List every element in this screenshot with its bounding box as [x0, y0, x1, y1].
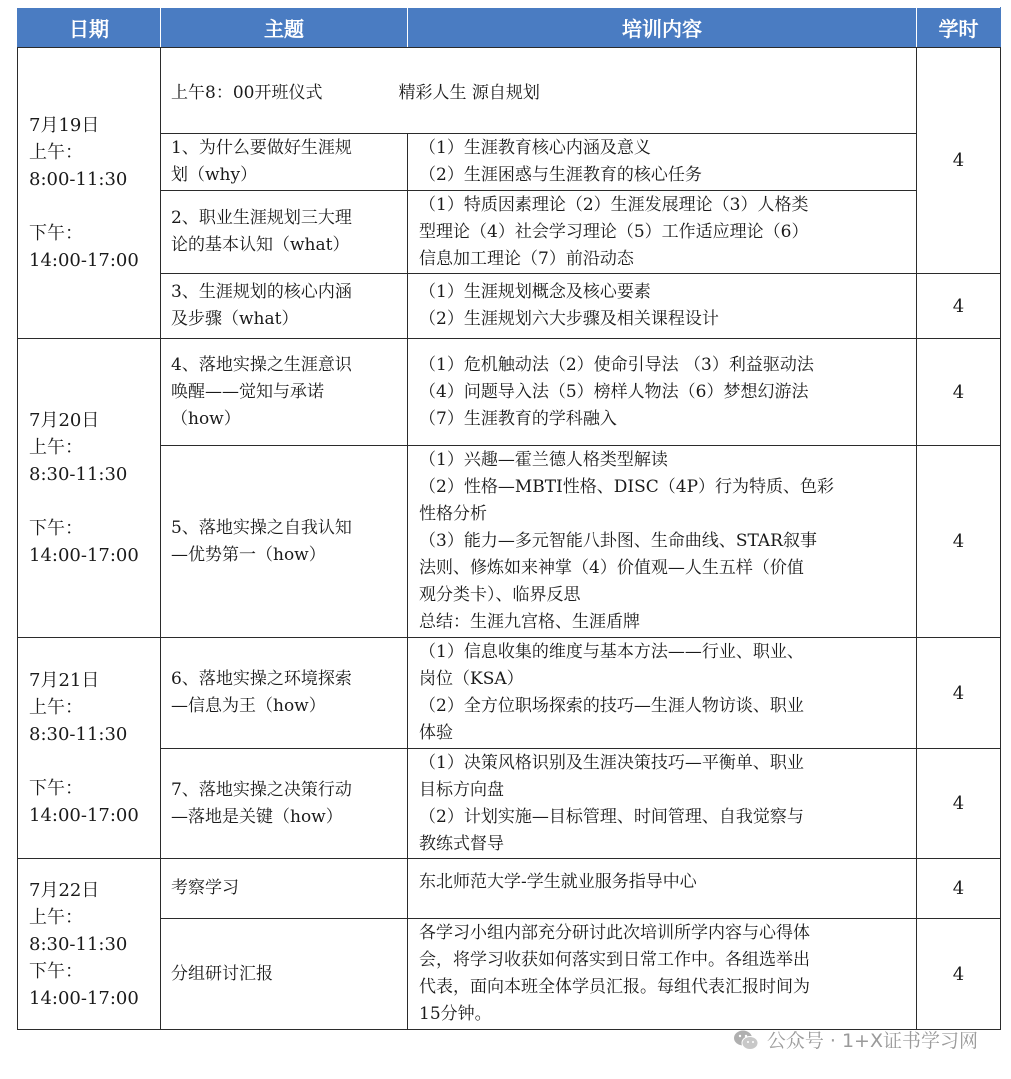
- content-cell: [408, 749, 917, 859]
- pm-time: 14:00-17:00: [29, 987, 139, 1009]
- content-line: 岗位（KSA）: [419, 669, 524, 689]
- topic-cell: [161, 191, 408, 274]
- topic-cell: [161, 638, 408, 749]
- header-date: 日期: [18, 8, 161, 48]
- content-cell: [408, 339, 917, 446]
- content-line: 观分类卡）、临界反思: [419, 585, 581, 605]
- pm-label: 下午：: [29, 223, 83, 244]
- content-cell: [408, 274, 917, 339]
- content-line: （1）危机触动法（2）使命引导法 （3）利益驱动法: [419, 354, 814, 375]
- date-text: 7月20日: [29, 410, 100, 431]
- content-line: （2）性格—MBTI性格、DISC（4P）行为特质、色彩: [419, 477, 835, 497]
- opening-ceremony-cell: [161, 48, 917, 134]
- content-cell: [408, 134, 917, 191]
- content-line: 目标方向盘: [419, 779, 504, 800]
- pm-label: 下午：: [29, 960, 83, 982]
- content-line: （1）生涯教育核心内涵及意义: [419, 138, 651, 158]
- date-cell-day4: [18, 859, 161, 1030]
- am-time: 8:30-11:30: [29, 464, 128, 485]
- content-line: 15分钟。: [419, 1004, 492, 1024]
- topic-cell: [161, 446, 408, 638]
- content-line: 会，将学习收获如何落实到日常工作中。各组选举出: [419, 950, 810, 970]
- table-row: [18, 919, 1001, 1030]
- content-line: 信息加工理论（7）前沿动态: [419, 248, 634, 269]
- content-line: 各学习小组内部充分研讨此次培训所学内容与心得体: [419, 923, 810, 943]
- content-cell: [408, 638, 917, 749]
- date-text: 7月19日: [29, 115, 100, 136]
- topic-line: —优势第一（how）: [171, 544, 326, 565]
- pm-time: 14:00-17:00: [29, 250, 139, 271]
- topic-line: 5、落地实操之自我认知: [171, 517, 352, 538]
- topic-line: 2、职业生涯规划三大理: [171, 208, 352, 228]
- header-topic: 主题: [161, 8, 408, 48]
- content-line: （2）计划实施—目标管理、时间管理、自我觉察与: [419, 806, 804, 827]
- topic-line: （how）: [171, 408, 241, 429]
- content-line: （4）问题导入法（5）榜样人物法（6）梦想幻游法: [419, 381, 809, 402]
- topic-cell: [161, 919, 408, 1030]
- header-hours: 学时: [917, 8, 1001, 48]
- content-cell: [408, 859, 917, 919]
- topic-line: 论的基本认知（what）: [171, 235, 350, 255]
- date-cell-day2: [18, 339, 161, 638]
- date-text: 7月22日: [29, 879, 100, 901]
- training-schedule-table: [17, 7, 1001, 1030]
- content-line: 教练式督导: [419, 833, 504, 854]
- hours-cell: 4: [917, 749, 1001, 859]
- table-row: [18, 191, 1001, 274]
- content-line: 代表，面向本班全体学员汇报。每组代表汇报时间为: [419, 977, 810, 997]
- table-row: [18, 749, 1001, 859]
- hours-cell: 4: [917, 859, 1001, 919]
- header-row: [18, 8, 1001, 48]
- topic-line: 7、落地实操之决策行动: [171, 779, 352, 800]
- header-content: 培训内容: [408, 8, 917, 48]
- date-cell-day3: [18, 638, 161, 859]
- hours-cell: 4: [917, 919, 1001, 1030]
- am-time: 8:00-11:30: [29, 169, 128, 190]
- content-line: 型理论（4）社会学习理论（5）工作适应理论（6）: [419, 221, 809, 242]
- pm-time: 14:00-17:00: [29, 805, 139, 826]
- topic-cell: [161, 749, 408, 859]
- am-label: 上午：: [29, 697, 83, 718]
- topic-line: —落地是关键（how）: [171, 806, 343, 827]
- content-line: （1）特质因素理论（2）生涯发展理论（3）人格类: [419, 194, 809, 215]
- content-line: 法则、修炼如来神掌（4）价值观—人生五样（价值: [419, 558, 804, 578]
- topic-cell: [161, 274, 408, 339]
- content-line: （2）生涯困惑与生涯教育的核心任务: [419, 165, 702, 185]
- content-line: 体验: [419, 723, 453, 743]
- content-line: （1）兴趣—霍兰德人格类型解读: [419, 450, 668, 470]
- watermark: [733, 1026, 978, 1053]
- pm-label: 下午：: [29, 518, 83, 539]
- hours-cell: 4: [917, 638, 1001, 749]
- am-label: 上午：: [29, 142, 83, 163]
- watermark-text: 公众号 · 1+X证书学习网: [766, 1030, 978, 1052]
- table-row: [18, 638, 1001, 749]
- date-text: 7月21日: [29, 670, 100, 691]
- table-row: [18, 859, 1001, 919]
- content-line: 东北师范大学-学生就业服务指导中心: [419, 872, 697, 892]
- content-line: （7）生涯教育的学科融入: [419, 408, 617, 429]
- content-cell: [408, 446, 917, 638]
- topic-line: 4、落地实操之生涯意识: [171, 354, 352, 375]
- opening-ceremony-text: 上午8：00开班仪式: [171, 83, 323, 103]
- am-label: 上午：: [29, 437, 83, 458]
- table-row: [18, 48, 1001, 134]
- am-time: 8:30-11:30: [29, 724, 128, 745]
- topic-line: 唤醒——觉知与承诺: [171, 381, 324, 402]
- content-cell: [408, 191, 917, 274]
- table-row: [18, 134, 1001, 191]
- topic-line: 及步骤（what）: [171, 309, 299, 329]
- topic-line: 划（why）: [171, 165, 258, 185]
- topic-line: 考察学习: [171, 878, 239, 898]
- topic-line: 6、落地实操之环境探索: [171, 669, 352, 689]
- opening-slogan: 精彩人生 源自规划: [398, 83, 540, 103]
- am-label: 上午：: [29, 906, 83, 928]
- content-line: 总结：生涯九宫格、生涯盾牌: [419, 612, 640, 632]
- topic-line: —信息为王（how）: [171, 696, 326, 716]
- topic-cell: [161, 134, 408, 191]
- pm-label: 下午：: [29, 778, 83, 799]
- content-line: （3）能力—多元智能八卦图、生命曲线、STAR叙事: [419, 531, 817, 551]
- content-line: 性格分析: [419, 504, 487, 524]
- hours-cell: 4: [917, 446, 1001, 638]
- date-cell-day1: [18, 48, 161, 339]
- topic-cell: [161, 339, 408, 446]
- am-time: 8:30-11:30: [29, 933, 128, 955]
- hours-cell: 4: [917, 339, 1001, 446]
- wechat-icon: [733, 1029, 759, 1051]
- table-row: [18, 274, 1001, 339]
- content-cell: [408, 919, 917, 1030]
- topic-cell: [161, 859, 408, 919]
- content-line: （1）信息收集的维度与基本方法——行业、职业、: [419, 642, 804, 662]
- table-row: [18, 339, 1001, 446]
- hours-cell: 4: [917, 274, 1001, 339]
- content-line: （1）决策风格识别及生涯决策技巧—平衡单、职业: [419, 752, 804, 773]
- hours-cell: 4: [917, 48, 1001, 274]
- topic-line: 3、生涯规划的核心内涵: [171, 282, 352, 302]
- pm-time: 14:00-17:00: [29, 545, 139, 566]
- topic-line: 1、为什么要做好生涯规: [171, 138, 352, 158]
- content-line: （2）全方位职场探索的技巧—生涯人物访谈、职业: [419, 696, 804, 716]
- topic-line: 分组研讨汇报: [171, 963, 273, 984]
- content-line: （2）生涯规划六大步骤及相关课程设计: [419, 309, 719, 329]
- table-row: [18, 446, 1001, 638]
- content-line: （1）生涯规划概念及核心要素: [419, 282, 651, 302]
